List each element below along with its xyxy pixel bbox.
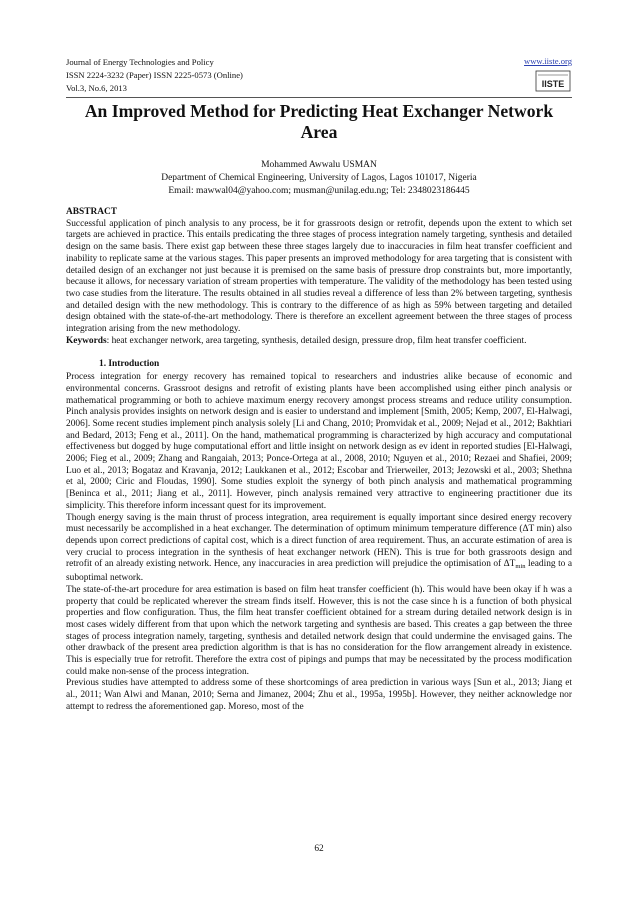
- para2-text-b: leading to a suboptimal network.: [66, 559, 572, 584]
- delta-t-min-subscript: min: [515, 563, 526, 571]
- intro-paragraph-3: The state-of-the-art procedure for area estimation is based on film heat transfer coefficient (h). This would have been okay if h was a property that could be replicated wherever the stream finds itself. However, this is not the case since h is a function of both physical properties and flow configuration. Thus, the film heat transfer coefficient obtained for a stream during detailed network design is in most cases widely different from that upon which the network targeting and synthesis are based. This creates a gap between the three stages of process integration namely, targeting, synthesis and detailed network design that could undermine the envisaged gains. The other drawback of the present area prediction algorithm is that is has no consideration for the flow arrangement already in existence. This is especially true for retrofit. Therefore the extra cost of pipings and pumps that may be necessitated by the process modification could make non-sense of the process integration.: [66, 584, 572, 677]
- logo-text: IISTE: [541, 79, 565, 89]
- para2-text-a: Though energy saving is the main thrust of process integration, area requirement is equally important since desired energy recovery must necessarily be accomplished in a heat exchanger. The determination of optimum minimum temperature difference (ΔT min) also depends upon correct predictions of capital cost, which is a direct function of area requirement. Thus, an accurate estimation of area is very crucial to process integration in the synthesis of heat exchanger network (HEN). This is true for both grassroots design and retrofit of an already existing network. Hence, any inaccuracies in area prediction will prejudice the optimisation of ΔT: [66, 512, 572, 570]
- iiste-logo: [535, 70, 571, 92]
- title-line-2: Area: [300, 122, 338, 142]
- intro-paragraph-4: Previous studies have attempted to address some of these shortcomings of area prediction in various ways [Sun et al., 2013; Jiang et al., 2011; Wan Alwi and Manan, 2010; Serna and Jimanez, 2004; Zhu et al., 1995a, 1995b]. However, they neither acknowledge nor attempt to redress the aforementioned gap. Moreso, most of the: [66, 678, 572, 712]
- abstract-heading: ABSTRACT: [66, 207, 118, 217]
- page-number: 62: [314, 844, 324, 854]
- section-heading-introduction: 1. Introduction: [99, 359, 160, 370]
- volume-line: Vol.3, No.6, 2013: [66, 83, 127, 94]
- paper-body: [66, 207, 572, 714]
- keywords-text: : heat exchanger network, area targeting, synthesis, detailed design, pressure drop, film heat transfer coefficient.: [106, 335, 527, 346]
- author-block: [66, 159, 572, 199]
- running-header: [66, 56, 536, 96]
- paper-title: [66, 101, 572, 143]
- keywords-label: Keywords: [66, 335, 107, 346]
- journal-url-link[interactable]: www.iiste.org: [524, 56, 572, 66]
- header-rule: [66, 97, 572, 98]
- keywords-paragraph: [66, 336, 572, 348]
- author-affiliation: Department of Chemical Engineering, University of Lagos, Lagos 101017, Nigeria: [161, 173, 477, 184]
- journal-name: Journal of Energy Technologies and Policy: [66, 57, 214, 67]
- abstract-text: Successful application of pinch analysis to any process, be it for grassroots design or retrofit, depends upon the extent to which set targets are achieved in practice. This entails predicating the three stages of process integration namely targeting, synthesis and detailed design on the same basis. There exist gap between these three stages largely due to inaccuracies in film heat transfer coefficient and inability to replicate same at the various stages. This paper presents an improved methodology for area targeting that is consistent with detailed design of an exchanger not just because it is premised on the same basis of pressure drop constraints but, more importantly, because it allows, for necessary variation of stream properties with temperature. The validity of the methodology has been tested using two case studies from the literature. The results obtained in all studies reveal a difference of less than 2% between targeting, synthesis and detailed design with the new methodology. This is contrary to the difference of as high as 59% between targeting and detailed design obtained with the state-of-the-art methodology. There is therefore an excellent agreement between the three stages of process integration arising from the new methodology.: [66, 218, 572, 335]
- author-name: Mohammed Awwalu USMAN: [261, 160, 377, 170]
- author-contact: Email: mawwal04@yahoo.com; musman@unilag.edu.ng; Tel: 2348023186445: [168, 186, 470, 197]
- issn-line: ISSN 2224-3232 (Paper) ISSN 2225-0573 (Online): [66, 70, 243, 81]
- intro-paragraph-1: Process integration for energy recovery has remained topical to researchers and industries alike because of economic and environmental concerns. Grassroot designs and retrofit of existing plants have been accomplished using either pinch analysis or mathematical programming or both to achieve maximum energy recovery amongst process streams and reduce utility consumption. Pinch analysis provides insights on network design and is easier to understand and implement [Smith, 2005; Kemp, 2007, El-Halwagi, 2006]. Some recent studies implement pinch analysis solely [Li and Chang, 2010; Promvidak et al., 2009; Nejad et al., 2012; Bakhtiari and Bedard, 2013; Feng et al., 2011]. On the hand, mathematical programming is characterized by high accuracy and computational effectiveness but dogged by huge computational effort and little insight on network design as ev ident in reported studies [El-Halwagi, 2006; Fieg et al., 2009; Zhang and Rangaiah, 2013; Ponce-Ortega at al., 2008, 2010; Nguyen et al., 2010; Rezaei and Shafiei, 2009; Luo et al., 2013; Bogataz and Kravanja, 2012; Laukkanen et al., 2012; Escobar and Trierweiler, 2013; Jezowski et al., 2003; Shethna et al, 2000; Ciric and Floudas, 1990]. Some studies exploit the synergy of both pinch analysis and mathematical programming [Beninca et al., 2011; Jiang et al., 2011]. However, pinch analysis remained very attractive to engineering practitioner due its simplicity. This therefore inform incessant quest for its improvement.: [66, 372, 572, 511]
- intro-paragraph-2: [66, 513, 572, 585]
- title-line-1: An Improved Method for Predicting Heat Exchanger Network: [84, 101, 554, 121]
